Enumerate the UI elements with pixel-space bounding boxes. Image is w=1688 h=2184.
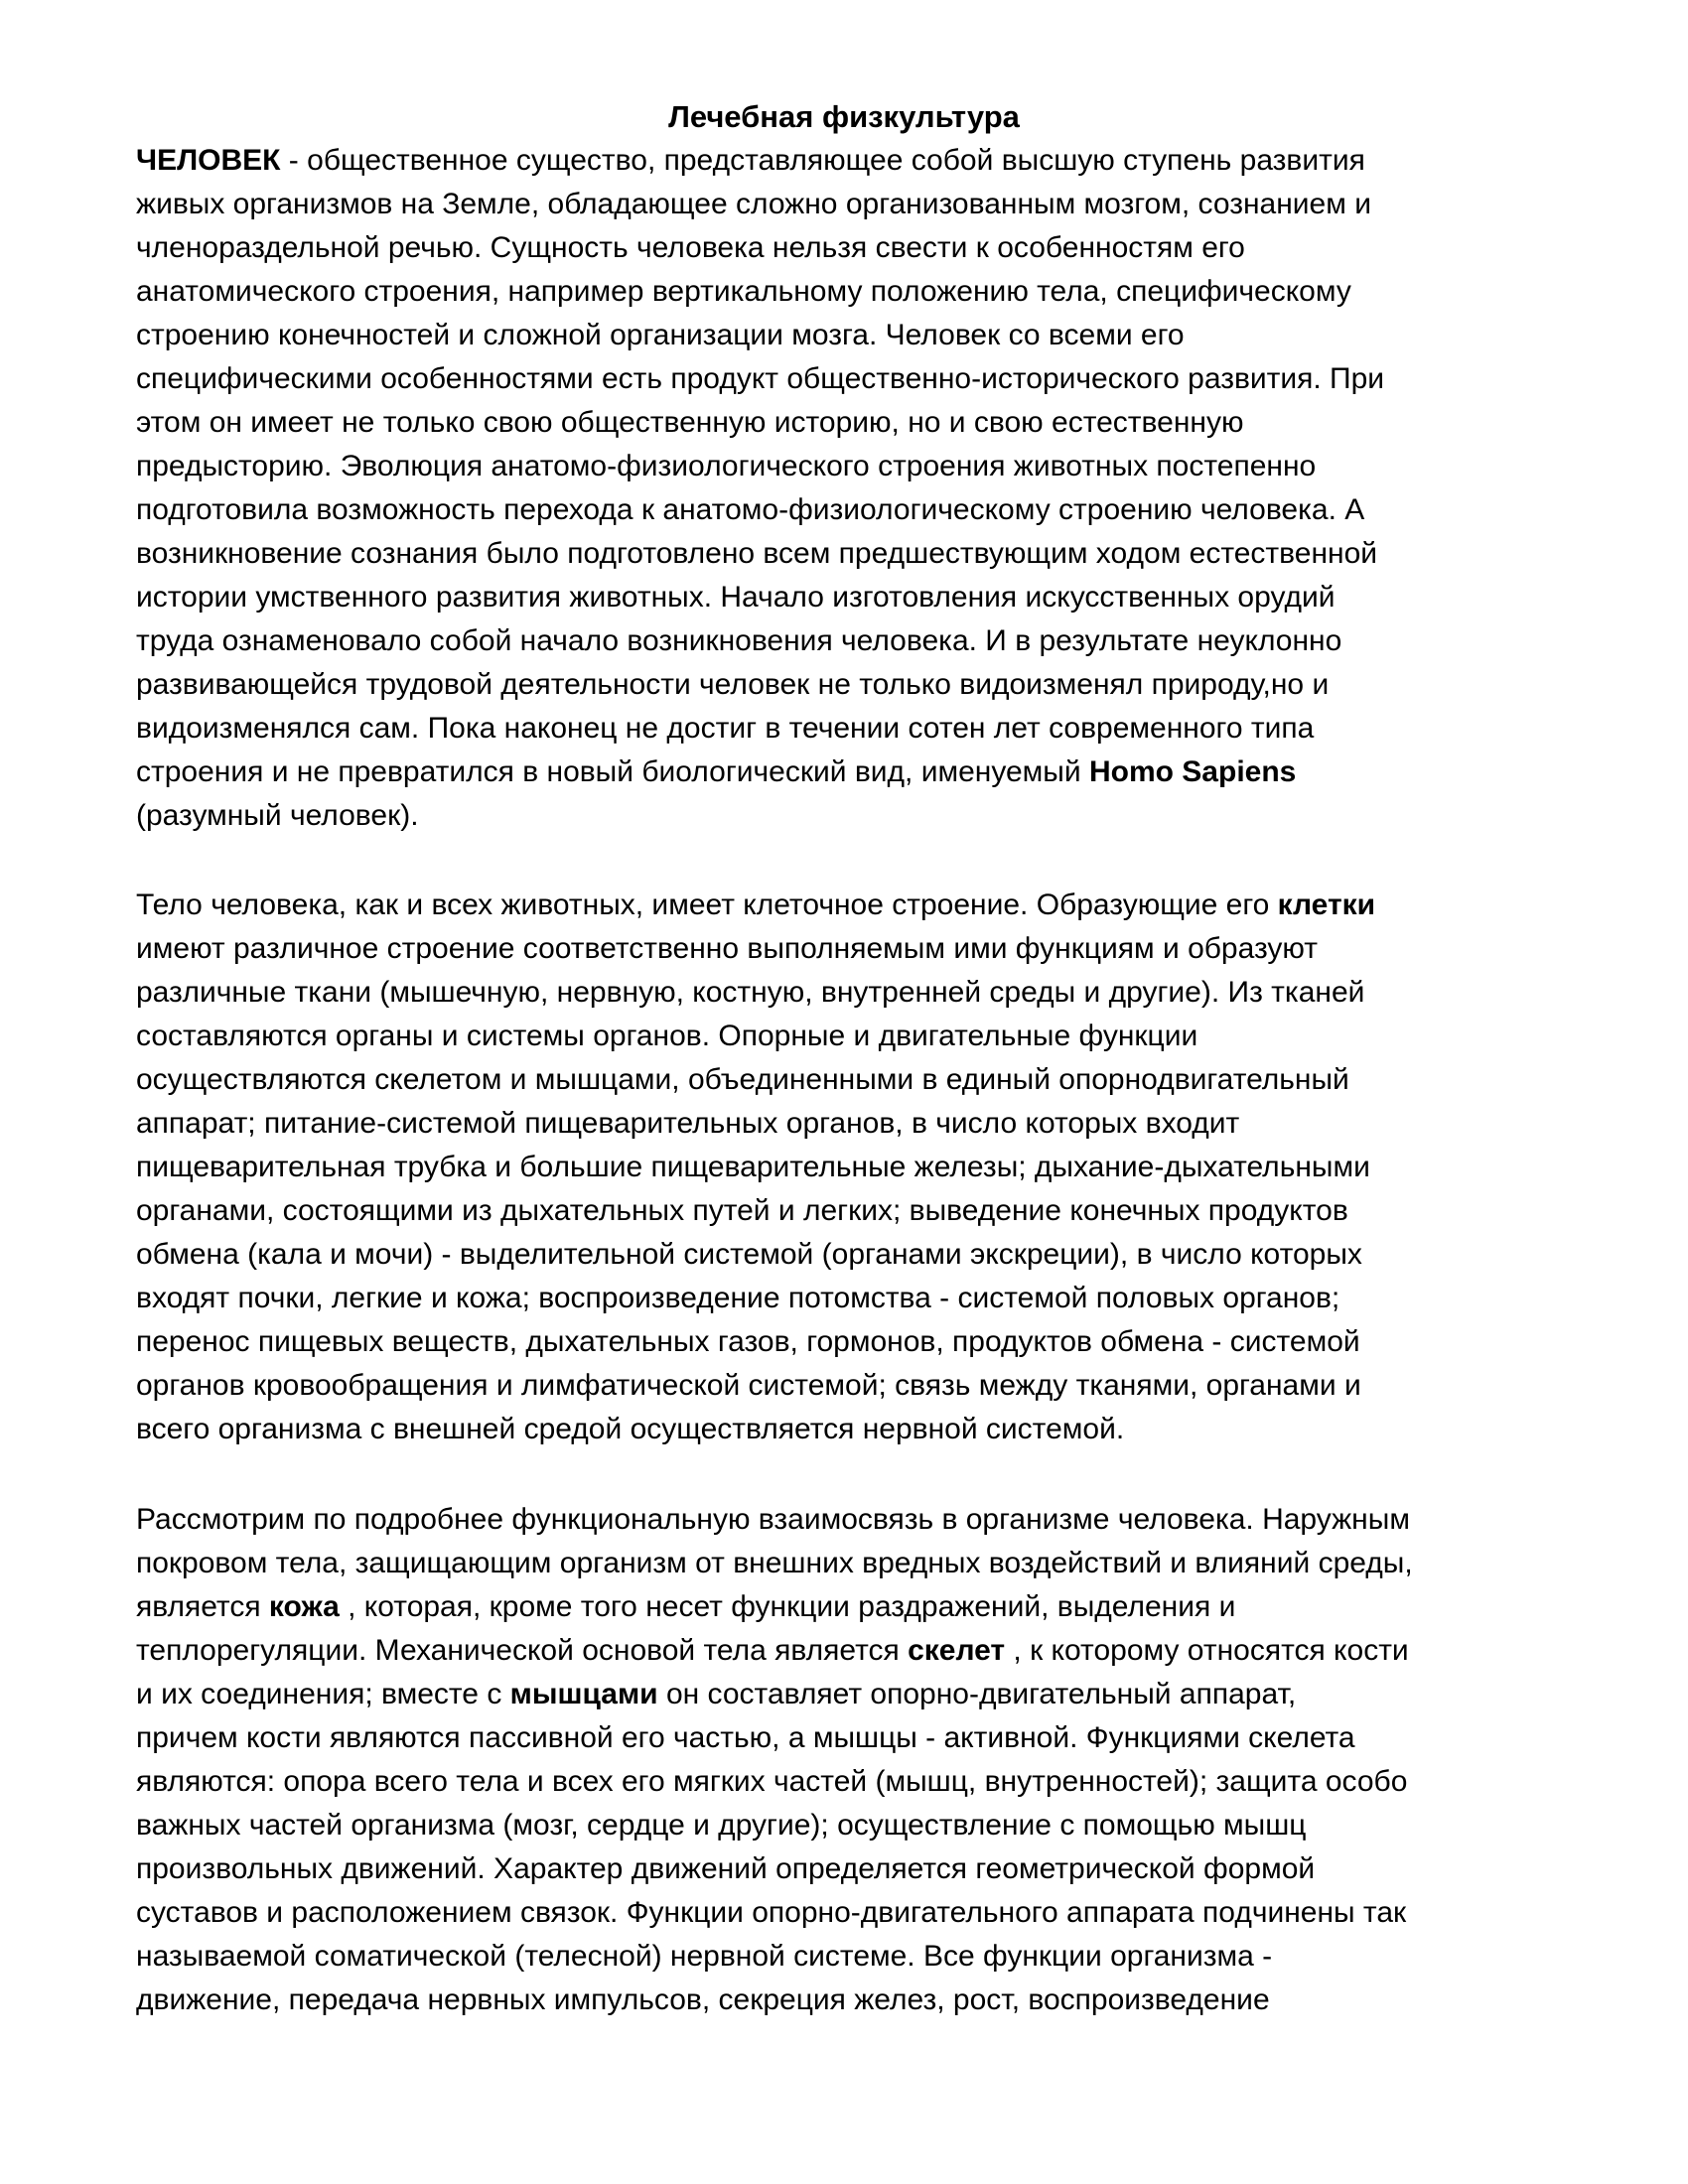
text-line <box>136 1629 1576 1673</box>
text-line: истории умственного развития животных. Начало изготовления искусственных орудий <box>136 581 1336 614</box>
text-line: специфическими особенностями есть продукт общественно-исторического развития. При <box>136 362 1385 395</box>
text-fragment: Тело человека, как и всех животных, имеет клеточное строение. Образующие его <box>136 888 1278 921</box>
bold-term-kletki: клетки <box>1277 888 1376 921</box>
text-line: органов кровообращения и лимфатической системой; связь между тканями, органами и <box>136 1369 1361 1402</box>
text-line: возникновение сознания было подготовлено всем предшествующим ходом естественной <box>136 537 1378 570</box>
text-line: важных частей организма (мозг, сердце и другие); осуществление с помощью мышц <box>136 1809 1307 1842</box>
text-line: этом он имеет не только свою общественную историю, но и свою естественную <box>136 406 1244 439</box>
text-line: труда ознаменовало собой начало возникновения человека. И в результате неуклонно <box>136 624 1342 657</box>
bold-term-skelet: скелет <box>908 1634 1006 1667</box>
text-line: предысторию. Эволюция анатомо-физиологического строения животных постепенно <box>136 450 1317 482</box>
text-fragment: - общественное существо, представляющее собой высшую ступень развития <box>280 144 1365 177</box>
text-line: перенос пищевых веществ, дыхательных газов, гормонов, продуктов обмена - системой <box>136 1325 1360 1358</box>
text-line: строению конечностей и сложной организации мозга. Человек со всеми его <box>136 319 1185 351</box>
text-line: входят почки, легкие и кожа; воспроизведение потомства - системой половых органов; <box>136 1282 1340 1314</box>
text-line <box>136 139 1576 183</box>
bold-term-homo-sapiens: Homo Sapiens <box>1088 755 1297 788</box>
text-line: причем кости являются пассивной его частью, а мышцы - активной. Функциями скелета <box>136 1721 1355 1754</box>
text-line: осуществляются скелетом и мышцами, объединенными в единый опорнодвигательный <box>136 1063 1349 1096</box>
text-line <box>136 1673 1576 1716</box>
paragraph-body-structure <box>136 884 1576 1451</box>
text-fragment: , к которому относятся кости <box>1005 1634 1409 1667</box>
text-line: подготовила возможность перехода к анатомо-физиологическому строению человека. А <box>136 493 1365 526</box>
paragraph-human-definition <box>136 139 1576 838</box>
text-line <box>136 751 1576 794</box>
text-line: являются: опора всего тела и всех его мягких частей (мышц, внутренностей); защита особо <box>136 1765 1408 1798</box>
text-line: произвольных движений. Характер движений определяется геометрической формой <box>136 1852 1316 1885</box>
text-line <box>136 884 1576 927</box>
text-line: видоизменялся сам. Пока наконец не достиг в течении сотен лет современного типа <box>136 712 1315 745</box>
text-line <box>136 1585 1576 1629</box>
bold-term-myshcy: мышцами <box>509 1678 658 1710</box>
text-line: движение, передача нервных импульсов, секреция желез, рост, воспроизведение <box>136 1983 1270 2016</box>
text-fragment: он составляет опорно-двигательный аппарат, <box>657 1678 1297 1710</box>
text-line: развивающейся трудовой деятельности человек не только видоизменял природу,но и <box>136 668 1330 701</box>
text-line: органами, состоящими из дыхательных путей и легких; выведение конечных продуктов <box>136 1194 1348 1227</box>
text-fragment: теплорегуляции. Механической основой тела является <box>136 1634 909 1667</box>
text-fragment: , которая, кроме того несет функции раздражений, выделения и <box>339 1590 1236 1623</box>
text-line: всего организма с внешней средой осуществляется нервной системой. <box>136 1413 1125 1445</box>
text-fragment: строения и не превратился в новый биологический вид, именуемый <box>136 755 1089 788</box>
text-line: анатомического строения, например вертикальному положению тела, специфическому <box>136 275 1351 308</box>
text-line: называемой соматической (телесной) нервной системе. Все функции организма - <box>136 1940 1273 1973</box>
text-line: различные ткани (мышечную, нервную, костную, внутренней среды и другие). Из тканей <box>136 976 1365 1009</box>
text-line: составляются органы и системы органов. Опорные и двигательные функции <box>136 1020 1198 1052</box>
document-title: Лечебная физкультура <box>668 99 1020 134</box>
text-line: аппарат; питание-системой пищеварительных органов, в число которых входит <box>136 1107 1240 1140</box>
text-fragment: является <box>136 1590 269 1623</box>
text-line: Рассмотрим по подробнее функциональную взаимосвязь в организме человека. Наружным <box>136 1503 1410 1536</box>
text-fragment: и их соединения; вместе с <box>136 1678 510 1710</box>
text-line: (разумный человек). <box>136 799 419 832</box>
text-line: членораздельной речью. Сущность человека нельзя свести к особенностям его <box>136 231 1245 264</box>
paragraph-functional-relations <box>136 1498 1576 2022</box>
text-line: суставов и расположением связок. Функции опорно-двигательного аппарата подчинены так <box>136 1896 1407 1929</box>
text-line: обмена (кала и мочи) - выделительной системой (органами экскреции), в число которых <box>136 1238 1362 1271</box>
bold-term-chelovek: ЧЕЛОВЕК <box>136 144 281 177</box>
text-line: имеют различное строение соответственно выполняемым ими функциям и образуют <box>136 932 1318 965</box>
bold-term-kozha: кожа <box>268 1590 340 1623</box>
text-line: живых организмов на Земле, обладающее сложно организованным мозгом, сознанием и <box>136 188 1371 220</box>
text-line: покровом тела, защищающим организм от внешних вредных воздействий и влияний среды, <box>136 1547 1413 1579</box>
text-line: пищеварительная трубка и большие пищеварительные железы; дыхание-дыхательными <box>136 1151 1370 1183</box>
